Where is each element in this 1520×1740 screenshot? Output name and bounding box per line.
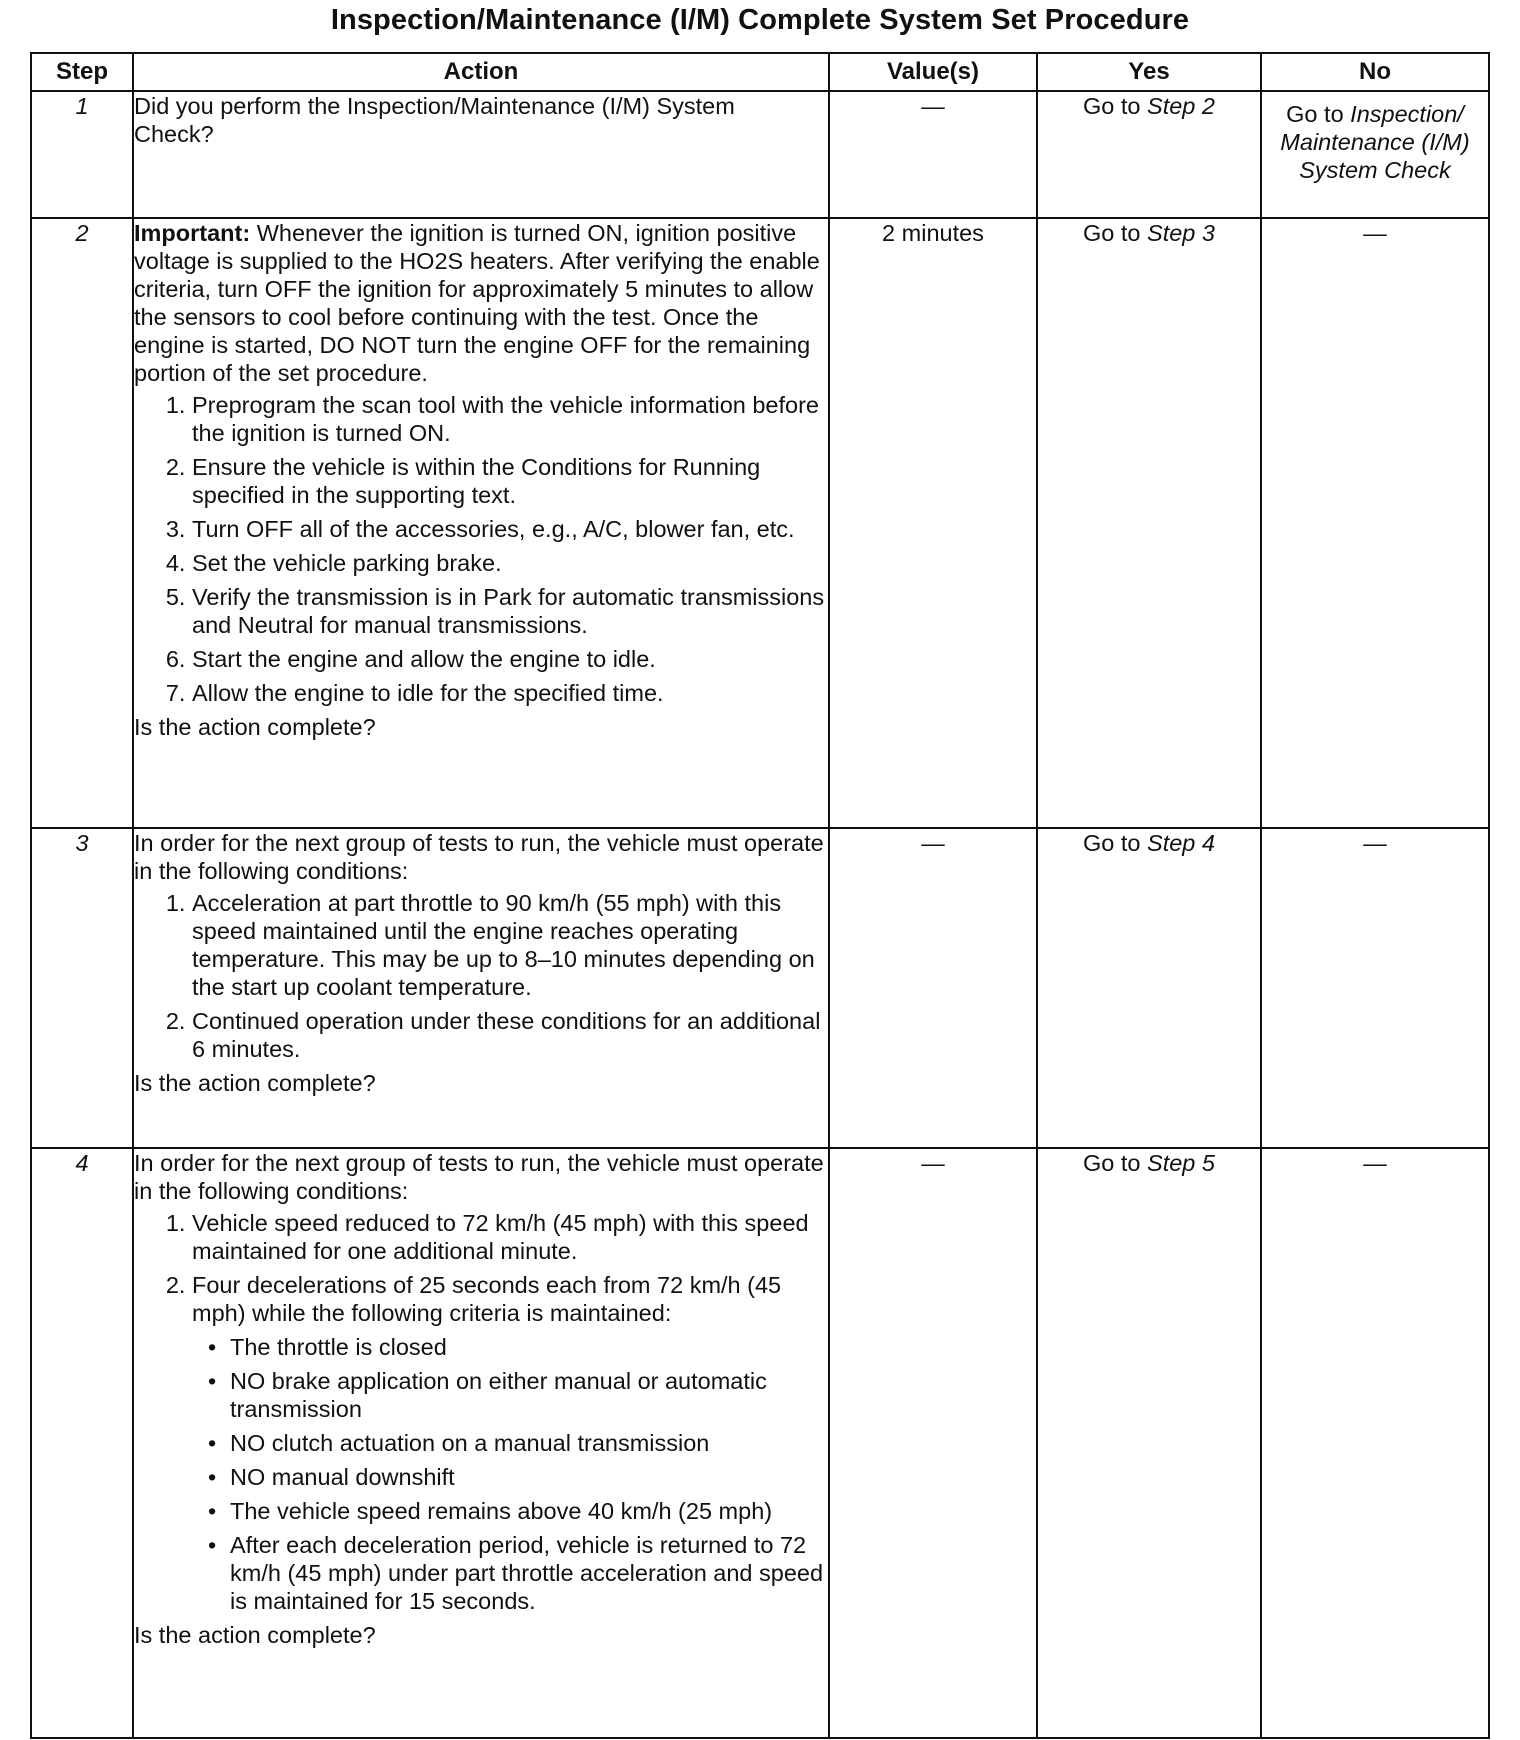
yes-cell	[1037, 828, 1261, 1148]
action-cell	[133, 828, 829, 1148]
bullet-item: • NO manual downshift	[230, 1463, 828, 1491]
list-item: 5. Verify the transmission is in Park for automatic transmissions and Neutral for manual transmissions.	[192, 583, 828, 639]
no-cell: —	[1261, 218, 1489, 828]
bullet-item: • NO clutch actuation on a manual transmission	[230, 1429, 828, 1457]
procedure-table	[30, 52, 1490, 1739]
numbered-list	[134, 391, 828, 707]
list-item: 1. Vehicle speed reduced to 72 km/h (45 mph) with this speed maintained for one additional minute.	[192, 1209, 828, 1265]
page-title: Inspection/Maintenance (I/M) Complete System Set Procedure	[330, 4, 1190, 36]
action-cell	[133, 218, 829, 828]
header-values: Value(s)	[829, 53, 1037, 91]
step-number: 2	[31, 218, 133, 828]
yes-cell	[1037, 218, 1261, 828]
no-system-check-link[interactable]: Inspection/ Maintenance (I/M) System Check	[1280, 101, 1470, 183]
bullet-item: • NO brake application on either manual or automatic transmission	[230, 1367, 828, 1423]
no-cell: —	[1261, 828, 1489, 1148]
header-step: Step	[31, 53, 133, 91]
list-item: 2. Continued operation under these conditions for an additional 6 minutes.	[192, 1007, 828, 1063]
table-row-step-1	[31, 91, 1489, 218]
list-item: 4. Set the vehicle parking brake.	[192, 549, 828, 577]
list-item: 3. Turn OFF all of the accessories, e.g., A/C, blower fan, etc.	[192, 515, 828, 543]
question-text: Is the action complete?	[134, 714, 376, 740]
important-note	[134, 219, 828, 387]
numbered-list	[134, 1209, 828, 1615]
bullet-item: • The throttle is closed	[230, 1333, 828, 1361]
list-item: 1. Acceleration at part throttle to 90 km/h (55 mph) with this speed maintained until the engine reaches operating temperature. This may be up to 8–10 minutes depending on the start up coolant temperature.	[192, 889, 828, 1001]
no-cell	[1261, 91, 1489, 218]
bullet-item: • The vehicle speed remains above 40 km/h (25 mph)	[230, 1497, 828, 1525]
no-prefix: Go to	[1286, 101, 1351, 127]
action-cell	[133, 1148, 829, 1738]
yes-prefix: Go to	[1083, 1150, 1148, 1176]
action-text: Did you perform the Inspection/Maintenance (I/M) System Check?	[134, 93, 735, 147]
numbered-list	[134, 889, 828, 1063]
list-item	[192, 1271, 828, 1615]
yes-cell	[1037, 91, 1261, 218]
step-number: 3	[31, 828, 133, 1148]
action-cell	[133, 91, 829, 218]
header-no: No	[1261, 53, 1489, 91]
list-item-text: Four decelerations of 25 seconds each from 72 km/h (45 mph) while the following criteria is maintained:	[192, 1272, 782, 1326]
table-row-step-2	[31, 218, 1489, 828]
list-item: 1. Preprogram the scan tool with the vehicle information before the ignition is turned ON.	[192, 391, 828, 447]
question-text: Is the action complete?	[134, 1070, 376, 1096]
intro-text: In order for the next group of tests to run, the vehicle must operate in the following conditions:	[134, 830, 824, 884]
header-action: Action	[133, 53, 829, 91]
list-item: 6. Start the engine and allow the engine to idle.	[192, 645, 828, 673]
important-label: Important:	[134, 220, 251, 246]
value-cell: —	[829, 1148, 1037, 1738]
step-number: 1	[31, 91, 133, 218]
step-number: 4	[31, 1148, 133, 1738]
no-cell: —	[1261, 1148, 1489, 1738]
value-cell: —	[829, 91, 1037, 218]
value-cell: —	[829, 828, 1037, 1148]
list-item: 2. Ensure the vehicle is within the Conditions for Running specified in the supporting text.	[192, 453, 828, 509]
yes-prefix: Go to	[1083, 830, 1148, 856]
header-yes: Yes	[1037, 53, 1261, 91]
value-cell: 2 minutes	[829, 218, 1037, 828]
bullet-item: • After each deceleration period, vehicle is returned to 72 km/h (45 mph) under part throttle acceleration and speed is maintained for 15 seconds.	[230, 1531, 828, 1615]
yes-prefix: Go to	[1083, 220, 1148, 246]
yes-step-link[interactable]: Step 4	[1147, 830, 1215, 856]
yes-step-link[interactable]: Step 3	[1147, 220, 1215, 246]
yes-step-link[interactable]: Step 5	[1147, 1150, 1215, 1176]
yes-cell	[1037, 1148, 1261, 1738]
intro-text: In order for the next group of tests to run, the vehicle must operate in the following conditions:	[134, 1150, 824, 1204]
table-row-step-3	[31, 828, 1489, 1148]
yes-step-link[interactable]: Step 2	[1147, 93, 1215, 119]
important-text: Whenever the ignition is turned ON, ignition positive voltage is supplied to the HO2S heaters. After verifying the enable criteria, turn OFF the ignition for approximately 5 minutes to allow the sensors to cool before continuing with the test. Once the engine is started, DO NOT turn the engine OFF for the remaining portion of the set procedure.	[134, 220, 820, 386]
bullet-list	[192, 1333, 828, 1615]
question-text: Is the action complete?	[134, 1622, 376, 1648]
table-row-step-4	[31, 1148, 1489, 1738]
table-header-row	[31, 53, 1489, 91]
list-item: 7. Allow the engine to idle for the specified time.	[192, 679, 828, 707]
yes-prefix: Go to	[1083, 93, 1148, 119]
